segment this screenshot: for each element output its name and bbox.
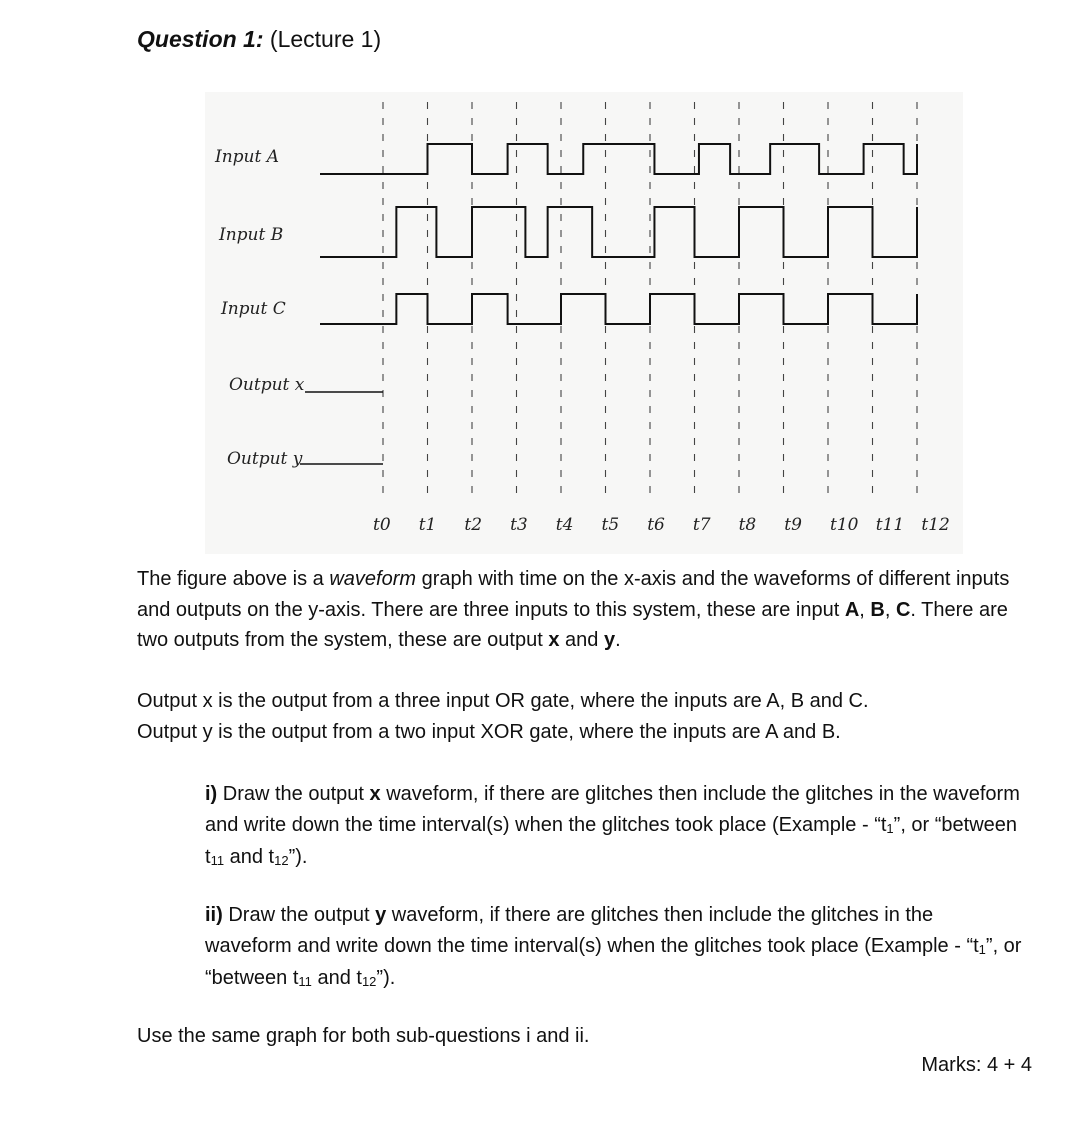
time-label-t12: t12 [921,515,950,535]
time-labels [373,515,950,535]
xor-gate-line: Output y is the output from a two input XOR gate, where the inputs are A and B. [137,720,841,743]
subquestion-i: i) Draw the output x waveform, if there are glitches then include the glitches in the waveform and write down the time interval(s) when the glitches took place (Example - “$t_1$”, or “between $t_{11}$ and $t_{12}$”). [205,783,1020,868]
time-label-t11: t11 [875,515,905,535]
marks-label: Marks: 4 + 4 [921,1054,1032,1076]
time-label-t1: t1 [418,515,437,535]
signal-label: Input A [215,147,280,167]
waveforms [300,144,917,464]
waveform-graph [205,92,963,554]
footer-note: Use the same graph for both sub-questions i and ii. [137,1025,590,1047]
signal-labels [214,147,305,469]
waveform-figure [205,92,963,554]
signal-label: Input C [221,299,286,319]
question-title [137,26,381,53]
signal-label: Input B [219,225,284,245]
time-label-t7: t7 [692,515,711,535]
time-label-t2: t2 [464,515,483,535]
time-label-t0: t0 [373,515,391,535]
intro-paragraph: The figure above is a waveform graph with time on the x-axis and the waveforms of different inputs and outputs on the y-axis. There are three inputs to this system, these are input A, B, C. There are two outputs from the system, these are output x and y. [137,568,1010,651]
lecture-label: (Lecture 1) [269,26,382,52]
subquestion-ii: ii) Draw the output y waveform, if there are glitches then include the glitches in the waveform and write down the time interval(s) when the glitches took place (Example - “$t_1$”, or “between $t_{11}$ and $t_{12}$”). [205,904,1022,989]
time-label-t4: t4 [555,515,574,535]
or-gate-line: Output x is the output from a three input OR gate, where the inputs are A, B and C. [137,690,869,712]
time-label-t6: t6 [647,515,665,535]
time-label-t3: t3 [510,515,528,535]
question-label: Question 1: [137,26,264,52]
signal-label: Output x [229,375,305,395]
waveform-input-c [320,294,917,324]
signal-label: Output y [227,449,303,469]
gate-description [137,686,1017,747]
time-label-t5: t5 [601,515,620,535]
waveform-input-b [320,207,917,257]
time-label-t10: t10 [830,515,859,535]
time-label-t9: t9 [784,515,802,535]
time-label-t8: t8 [738,515,757,535]
